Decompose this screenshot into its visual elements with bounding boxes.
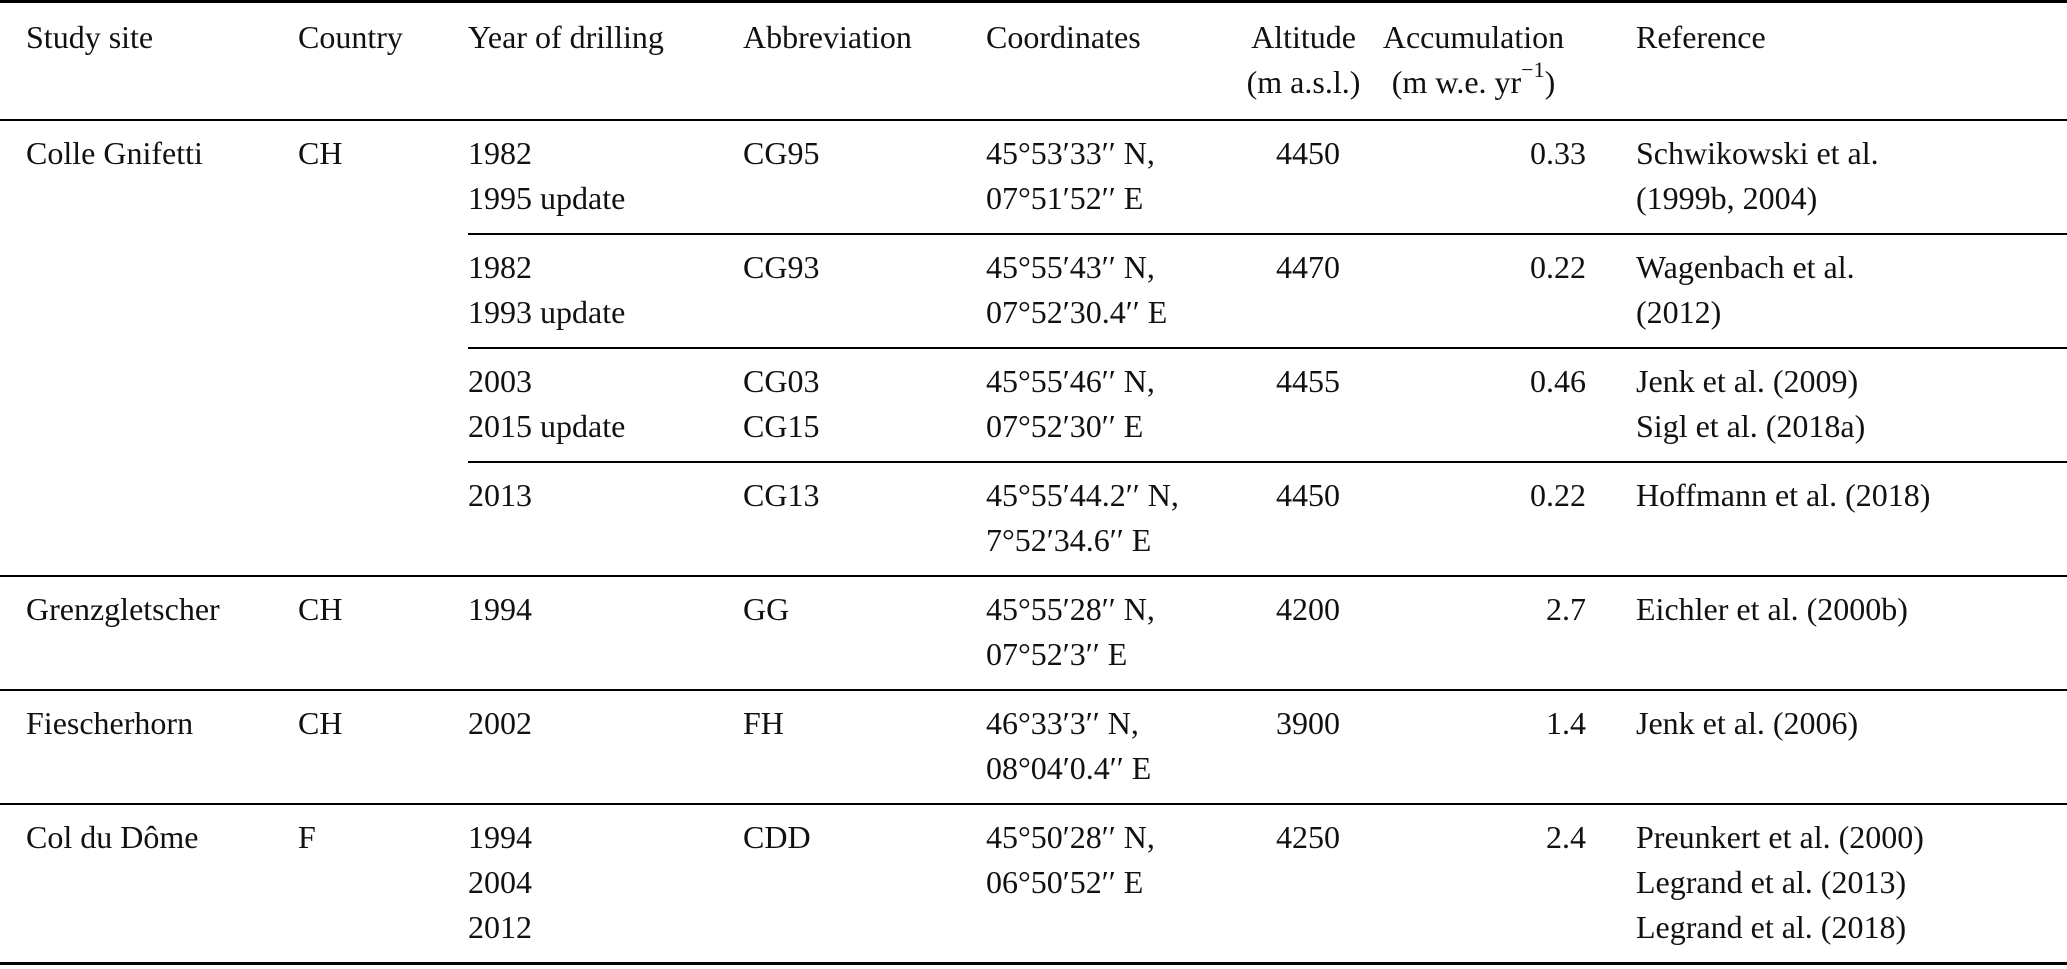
cell-year-line: 1994 <box>468 591 532 627</box>
header-row <box>0 2 2067 121</box>
cell-coordinates-line: 45°55′43′′ N, <box>986 249 1155 285</box>
cell-coordinates-line: 46°33′3′′ N, <box>986 705 1139 741</box>
cell-altitude: 4250 <box>1246 804 1361 964</box>
cell-altitude: 4200 <box>1276 591 1340 627</box>
cell-year-line: 2012 <box>468 909 532 945</box>
header-altitude <box>1246 2 1361 121</box>
cell-year <box>468 120 743 234</box>
cell-reference-line: Wagenbach et al. <box>1636 249 1855 285</box>
cell-reference <box>1601 120 2067 234</box>
cell-year-line: 2003 <box>468 363 532 399</box>
cell-abbreviation <box>743 576 986 690</box>
cell-reference-line: Hoffmann et al. (2018) <box>1636 477 1931 513</box>
cell-reference-line: Schwikowski et al. <box>1636 135 1879 171</box>
header-accumulation <box>1361 2 1601 121</box>
cell-abbreviation <box>743 234 986 348</box>
header-accumulation-label: Accumulation <box>1382 19 1565 55</box>
cell-year-line: 1995 update <box>468 180 626 216</box>
cell-coordinates <box>986 120 1246 234</box>
cell-abbreviation-line: CG95 <box>743 135 820 171</box>
cell-altitude: 4470 <box>1246 234 1361 348</box>
cell-coordinates-line: 45°53′33′′ N, <box>986 135 1155 171</box>
cell-coordinates <box>986 804 1246 964</box>
cell-year <box>468 348 743 462</box>
cell-abbreviation <box>743 462 986 576</box>
cell-abbreviation <box>743 120 986 234</box>
cell-study-site: Fiescherhorn <box>26 705 194 741</box>
cell-abbreviation <box>743 690 986 804</box>
cell-year-line: 2002 <box>468 705 532 741</box>
cell-year-line: 2004 <box>468 864 532 900</box>
cell-year <box>468 690 743 804</box>
cell-reference-line: Sigl et al. (2018a) <box>1636 408 1866 444</box>
cell-abbreviation-line: CDD <box>743 819 811 855</box>
table-row <box>0 804 2067 964</box>
cell-country: CH <box>298 705 343 741</box>
cell-reference-line: Legrand et al. (2018) <box>1636 909 1907 945</box>
accum-unit-exponent: −1 <box>1521 57 1545 83</box>
cell-coordinates <box>986 462 1246 576</box>
header-reference: Reference <box>1636 19 1766 55</box>
header-accumulation-unit <box>1361 57 1586 105</box>
cell-country <box>298 348 468 462</box>
cell-coordinates-line: 07°51′52′′ E <box>986 180 1144 216</box>
cell-country <box>298 234 468 348</box>
cell-coordinates-line: 07°52′30.4′′ E <box>986 294 1168 330</box>
cell-year-line: 2015 update <box>468 408 626 444</box>
cell-year <box>468 234 743 348</box>
table-row <box>0 234 2067 348</box>
cell-coordinates-line: 07°52′3′′ E <box>986 636 1128 672</box>
cell-reference-line: Legrand et al. (2013) <box>1636 864 1907 900</box>
cell-altitude: 3900 <box>1276 705 1340 741</box>
header-country: Country <box>298 19 403 55</box>
cell-accumulation: 2.4 <box>1361 804 1601 964</box>
cell-accumulation: 0.33 <box>1530 135 1586 171</box>
cell-study-site: Grenzgletscher <box>26 591 220 627</box>
cell-coordinates-line: 7°52′34.6′′ E <box>986 522 1152 558</box>
cell-year-line: 2013 <box>468 477 532 513</box>
cell-abbreviation-line: CG15 <box>743 408 820 444</box>
header-altitude-unit: (m a.s.l.) <box>1246 64 1361 100</box>
cell-reference <box>1601 690 2067 804</box>
cell-study-site <box>0 462 298 576</box>
cell-accumulation: 1.4 <box>1546 705 1586 741</box>
cell-coordinates <box>986 234 1246 348</box>
cell-reference <box>1601 576 2067 690</box>
cell-reference <box>1601 462 2067 576</box>
cell-abbreviation-line: CG03 <box>743 363 820 399</box>
header-altitude-label: Altitude <box>1251 19 1356 55</box>
cell-coordinates-line: 45°55′28′′ N, <box>986 591 1155 627</box>
cell-coordinates-line: 45°50′28′′ N, <box>986 819 1155 855</box>
cell-altitude: 4450 <box>1246 462 1361 576</box>
cell-reference-line: Jenk et al. (2009) <box>1636 363 1859 399</box>
table-row <box>0 120 2067 234</box>
cell-country: CH <box>298 591 343 627</box>
cell-year <box>468 804 743 964</box>
header-abbreviation: Abbreviation <box>743 19 912 55</box>
cell-study-site <box>0 234 298 348</box>
cell-reference-line: Jenk et al. (2006) <box>1636 705 1859 741</box>
cell-reference <box>1601 234 2067 348</box>
accum-unit-close: ) <box>1544 64 1556 100</box>
cell-abbreviation-line: FH <box>743 705 784 741</box>
header-coordinates: Coordinates <box>986 19 1141 55</box>
cell-coordinates <box>986 348 1246 462</box>
cell-year-line: 1993 update <box>468 294 626 330</box>
cell-year-line: 1994 <box>468 819 532 855</box>
cell-reference <box>1601 348 2067 462</box>
cell-accumulation: 0.22 <box>1361 462 1601 576</box>
cell-year <box>468 576 743 690</box>
table-body <box>0 120 2067 964</box>
cell-country: CH <box>298 135 343 171</box>
cell-accumulation: 0.46 <box>1361 348 1601 462</box>
cell-abbreviation-line: CG13 <box>743 477 820 513</box>
cell-coordinates-line: 07°52′30′′ E <box>986 408 1144 444</box>
cell-year <box>468 462 743 576</box>
cell-country: F <box>298 804 468 964</box>
table-row <box>0 690 2067 804</box>
cell-year-line: 1982 <box>468 135 532 171</box>
cell-accumulation: 0.22 <box>1361 234 1601 348</box>
cell-study-site: Col du Dôme <box>0 804 298 964</box>
cell-reference-line: Eichler et al. (2000b) <box>1636 591 1908 627</box>
cell-coordinates <box>986 690 1246 804</box>
header-year: Year of drilling <box>468 19 664 55</box>
cell-altitude: 4450 <box>1276 135 1340 171</box>
cell-coordinates-line: 08°04′0.4′′ E <box>986 750 1152 786</box>
cell-reference <box>1601 804 2067 964</box>
cell-reference-line: Preunkert et al. (2000) <box>1636 819 1924 855</box>
table-row <box>0 576 2067 690</box>
cell-reference-line: (2012) <box>1636 294 1722 330</box>
cell-abbreviation-line: GG <box>743 591 790 627</box>
cell-coordinates-line: 45°55′46′′ N, <box>986 363 1155 399</box>
cell-year-line: 1982 <box>468 249 532 285</box>
accum-unit-text: (m w.e. yr <box>1391 64 1522 100</box>
cell-abbreviation-line: CG93 <box>743 249 820 285</box>
cell-coordinates <box>986 576 1246 690</box>
cell-abbreviation <box>743 348 986 462</box>
cell-country <box>298 462 468 576</box>
cell-study-site <box>0 348 298 462</box>
cell-study-site: Colle Gnifetti <box>26 135 203 171</box>
cell-accumulation: 2.7 <box>1546 591 1586 627</box>
cell-coordinates-line: 06°50′52′′ E <box>986 864 1144 900</box>
table-row <box>0 462 2067 576</box>
header-study-site: Study site <box>26 19 154 55</box>
table-row <box>0 348 2067 462</box>
cell-reference-line: (1999b, 2004) <box>1636 180 1818 216</box>
cell-coordinates-line: 45°55′44.2′′ N, <box>986 477 1179 513</box>
cell-abbreviation <box>743 804 986 964</box>
cell-altitude: 4455 <box>1246 348 1361 462</box>
